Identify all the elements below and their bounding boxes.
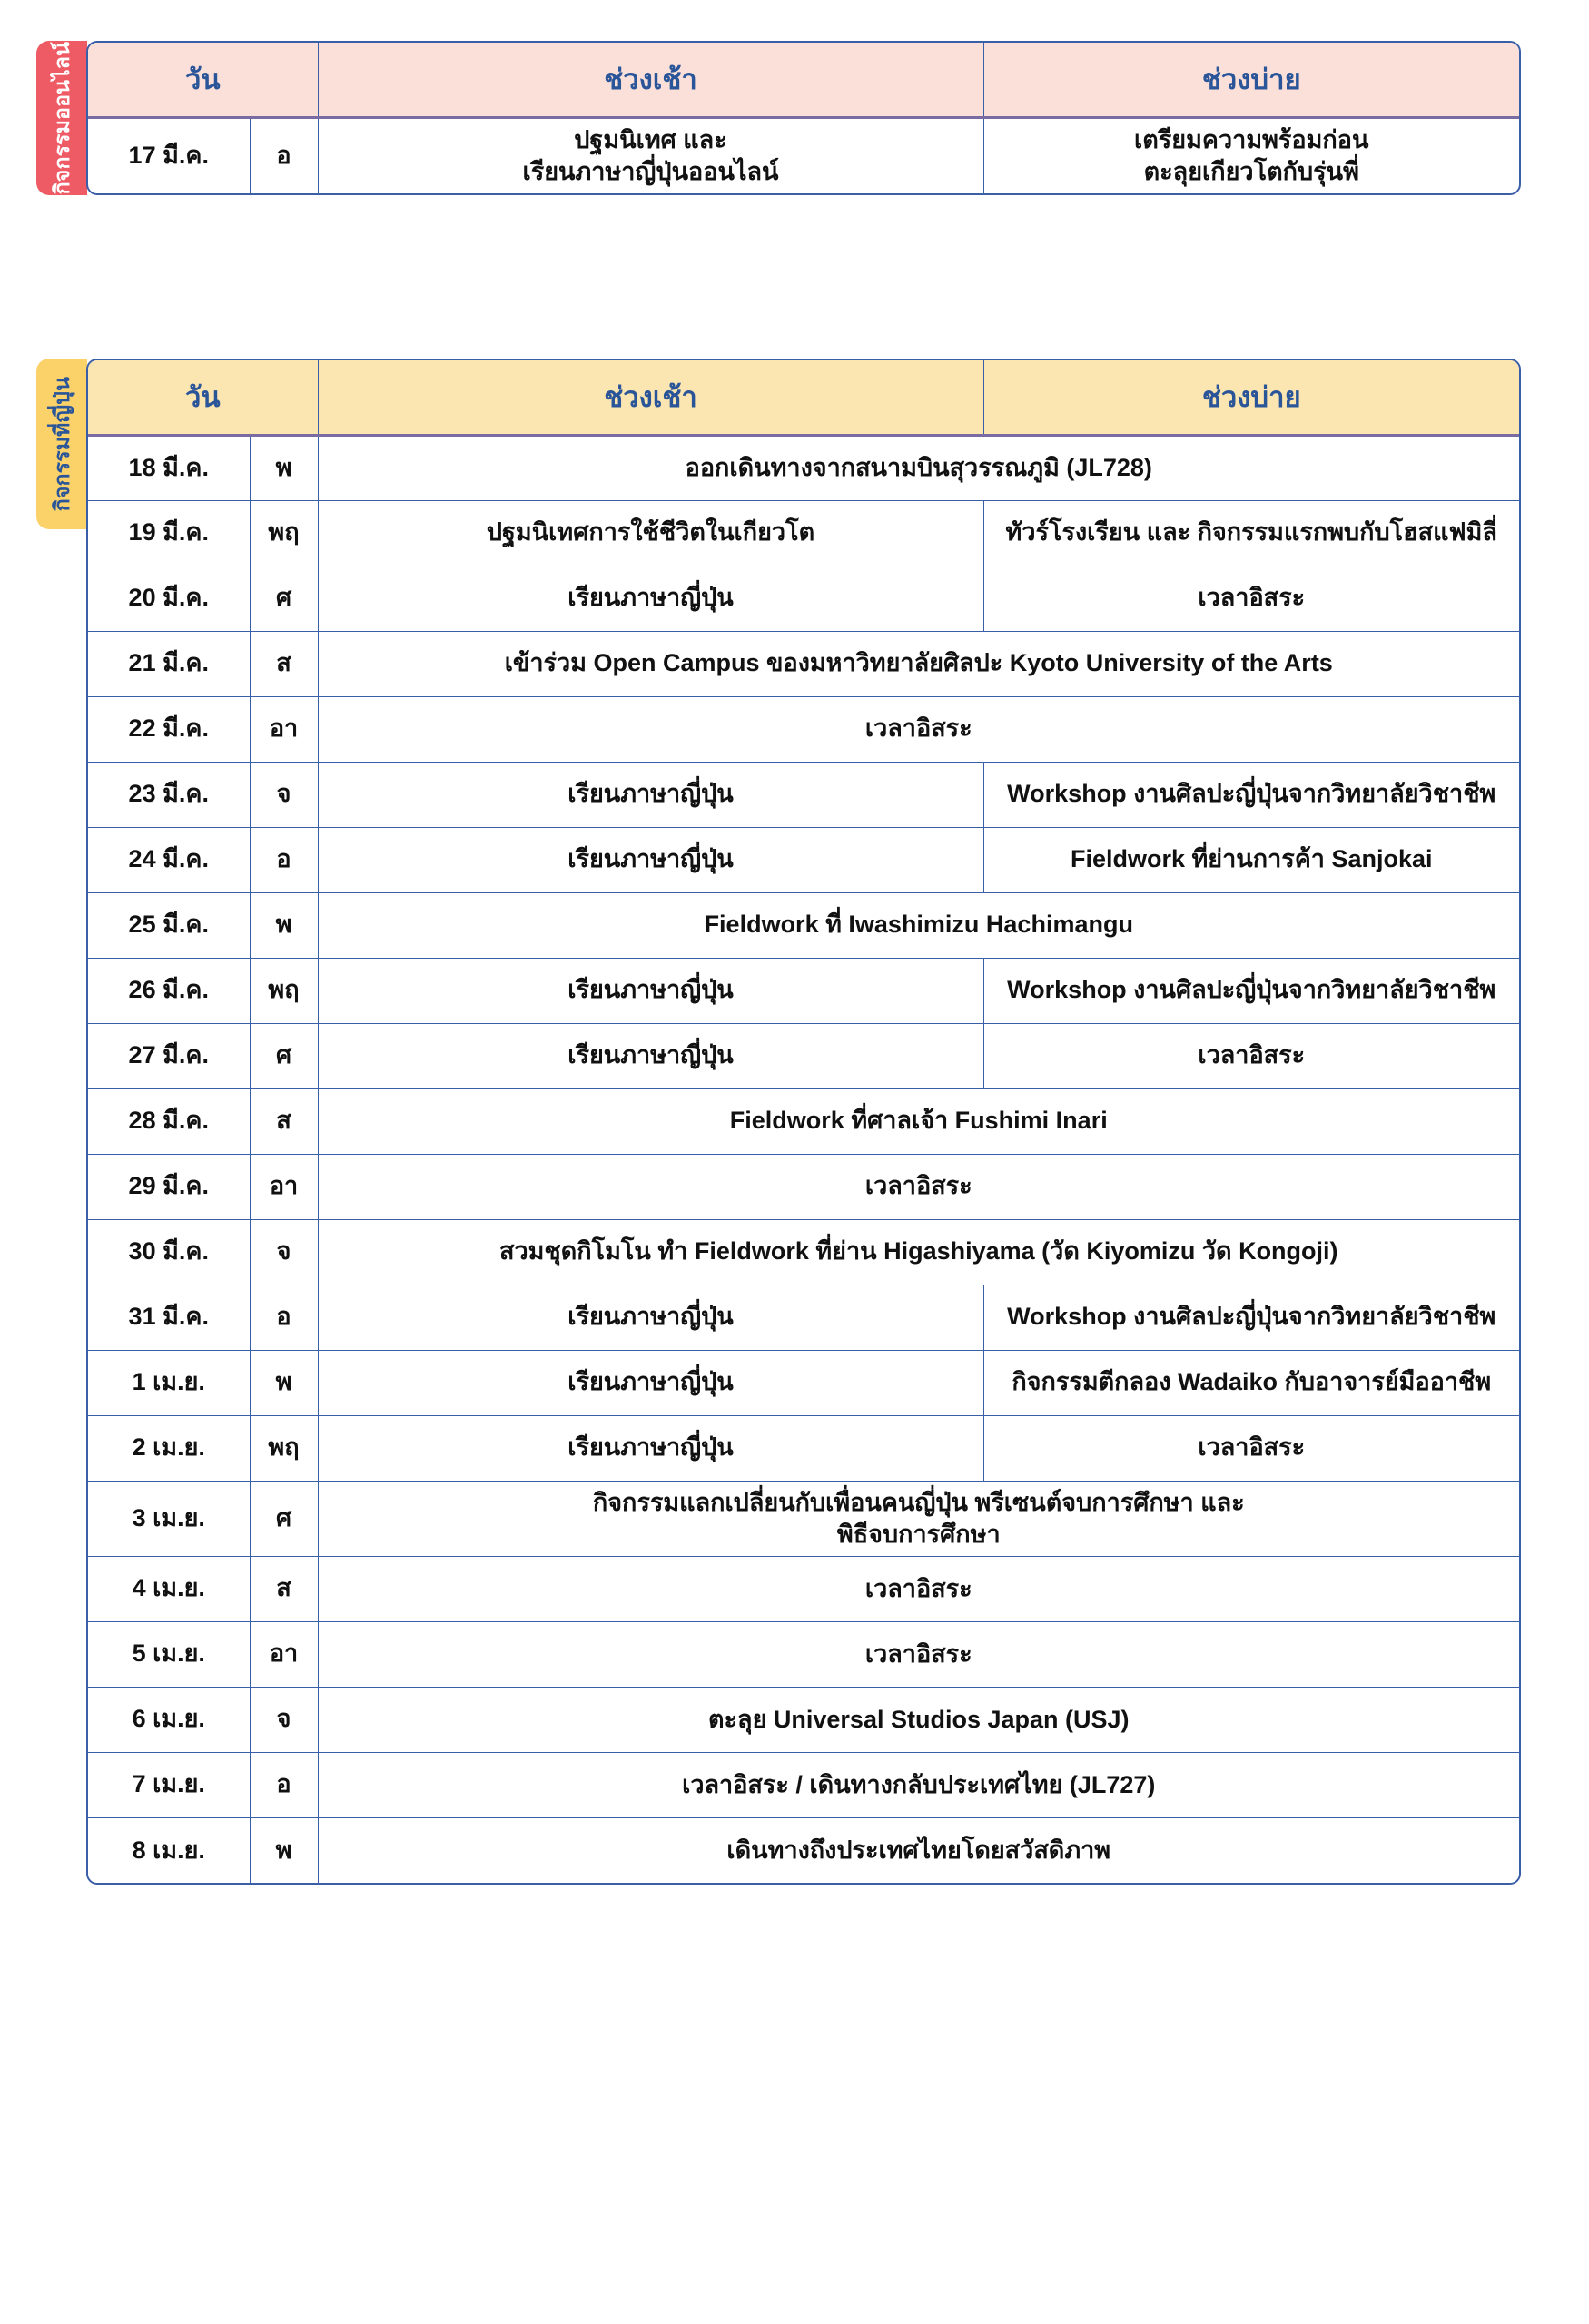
- cell-date: 25 มี.ค.: [88, 892, 250, 958]
- cell-activity-fullday: Fieldwork ที่ Iwashimizu Hachimangu: [318, 892, 1519, 958]
- table-row: [88, 1285, 1519, 1350]
- cell-day-of-week: อ: [250, 1752, 318, 1817]
- cell-activity-afternoon: เตรียมความพร้อมก่อน ตะลุยเกียวโตกับรุ่นพี่: [983, 117, 1519, 193]
- col-header-date: วัน: [88, 43, 318, 117]
- japan-table-body: [88, 435, 1519, 1883]
- cell-activity-fullday: เวลาอิสระ: [318, 1621, 1519, 1687]
- cell-day-of-week: อา: [250, 696, 318, 762]
- cell-date: 23 มี.ค.: [88, 762, 250, 827]
- cell-date: 2 เม.ย.: [88, 1415, 250, 1481]
- cell-day-of-week: อา: [250, 1621, 318, 1687]
- cell-day-of-week: ส: [250, 631, 318, 696]
- cell-date: 29 มี.ค.: [88, 1154, 250, 1219]
- cell-activity-afternoon: ทัวร์โรงเรียน และ กิจกรรมแรกพบกับโฮสแฟมิลี่: [983, 500, 1519, 566]
- table-row: [88, 117, 1519, 193]
- cell-day-of-week: จ: [250, 1687, 318, 1752]
- online-table-head: [88, 43, 1519, 117]
- online-schedule: [88, 43, 1519, 193]
- cell-day-of-week: พ: [250, 1817, 318, 1883]
- table-row: [88, 1219, 1519, 1285]
- cell-day-of-week: จ: [250, 1219, 318, 1285]
- cell-activity-fullday: กิจกรรมแลกเปลี่ยนกับเพื่อนคนญี่ปุ่น พรีเซนต์จบการศึกษา และ พิธีจบการศึกษา: [318, 1481, 1519, 1556]
- cell-activity-morning: เรียนภาษาญี่ปุ่น: [318, 1023, 983, 1088]
- japan-schedule: [88, 360, 1519, 1883]
- cell-date: 18 มี.ค.: [88, 435, 250, 500]
- cell-activity-afternoon: เวลาอิสระ: [983, 566, 1519, 631]
- cell-date: 1 เม.ย.: [88, 1350, 250, 1415]
- cell-activity-afternoon: Fieldwork ที่ย่านการค้า Sanjokai: [983, 827, 1519, 892]
- table-row: [88, 631, 1519, 696]
- table-row: [88, 1817, 1519, 1883]
- cell-date: 19 มี.ค.: [88, 500, 250, 566]
- cell-activity-morning: ปฐมนิเทศการใช้ชีวิตในเกียวโต: [318, 500, 983, 566]
- cell-day-of-week: พฤ: [250, 958, 318, 1023]
- cell-activity-afternoon: เวลาอิสระ: [983, 1023, 1519, 1088]
- cell-date: 31 มี.ค.: [88, 1285, 250, 1350]
- col-header-morning: ช่วงเช้า: [318, 360, 983, 435]
- table-row: [88, 696, 1519, 762]
- cell-activity-morning: เรียนภาษาญี่ปุ่น: [318, 1285, 983, 1350]
- table-header-row: [88, 43, 1519, 117]
- cell-date: 4 เม.ย.: [88, 1556, 250, 1621]
- table-row: [88, 827, 1519, 892]
- cell-day-of-week: ส: [250, 1556, 318, 1621]
- col-header-morning: ช่วงเช้า: [318, 43, 983, 117]
- cell-activity-afternoon: Workshop งานศิลปะญี่ปุ่นจากวิทยาลัยวิชาชีพ: [983, 762, 1519, 827]
- cell-date: 5 เม.ย.: [88, 1621, 250, 1687]
- cell-activity-morning: เรียนภาษาญี่ปุ่น: [318, 1350, 983, 1415]
- japan-activities-table: [86, 359, 1521, 1885]
- cell-day-of-week: พ: [250, 1350, 318, 1415]
- online-table-body: [88, 117, 1519, 193]
- table-row: [88, 566, 1519, 631]
- cell-activity-morning: เรียนภาษาญี่ปุ่น: [318, 1415, 983, 1481]
- cell-activity-fullday: ตะลุย Universal Studios Japan (USJ): [318, 1687, 1519, 1752]
- table-row: [88, 1415, 1519, 1481]
- section-tab-online-label: กิจกรรมออนไลน์: [50, 41, 74, 195]
- section-tab-online: [36, 41, 87, 195]
- cell-activity-fullday: ออกเดินทางจากสนามบินสุวรรณภูมิ (JL728): [318, 435, 1519, 500]
- cell-day-of-week: พ: [250, 892, 318, 958]
- cell-activity-morning: เรียนภาษาญี่ปุ่น: [318, 827, 983, 892]
- cell-day-of-week: ศ: [250, 1023, 318, 1088]
- col-header-afternoon: ช่วงบ่าย: [983, 360, 1519, 435]
- cell-day-of-week: พ: [250, 435, 318, 500]
- cell-date: 22 มี.ค.: [88, 696, 250, 762]
- cell-activity-afternoon: กิจกรรมตีกลอง Wadaiko กับอาจารย์มืออาชีพ: [983, 1350, 1519, 1415]
- cell-day-of-week: จ: [250, 762, 318, 827]
- cell-day-of-week: อา: [250, 1154, 318, 1219]
- cell-date: 7 เม.ย.: [88, 1752, 250, 1817]
- cell-date: 17 มี.ค.: [88, 117, 250, 193]
- cell-day-of-week: ศ: [250, 1481, 318, 1556]
- cell-date: 28 มี.ค.: [88, 1088, 250, 1154]
- cell-date: 27 มี.ค.: [88, 1023, 250, 1088]
- cell-activity-fullday: เดินทางถึงประเทศไทยโดยสวัสดิภาพ: [318, 1817, 1519, 1883]
- table-row: [88, 1621, 1519, 1687]
- cell-date: 8 เม.ย.: [88, 1817, 250, 1883]
- cell-activity-morning: เรียนภาษาญี่ปุ่น: [318, 762, 983, 827]
- table-row: [88, 762, 1519, 827]
- cell-activity-fullday: เข้าร่วม Open Campus ของมหาวิทยาลัยศิลปะ Kyoto University of the Arts: [318, 631, 1519, 696]
- table-row: [88, 1481, 1519, 1556]
- cell-date: 21 มี.ค.: [88, 631, 250, 696]
- cell-date: 3 เม.ย.: [88, 1481, 250, 1556]
- cell-activity-afternoon: Workshop งานศิลปะญี่ปุ่นจากวิทยาลัยวิชาชีพ: [983, 1285, 1519, 1350]
- table-header-row: [88, 360, 1519, 435]
- table-row: [88, 1023, 1519, 1088]
- cell-activity-morning: เรียนภาษาญี่ปุ่น: [318, 566, 983, 631]
- table-row: [88, 892, 1519, 958]
- cell-day-of-week: พฤ: [250, 1415, 318, 1481]
- cell-activity-afternoon: Workshop งานศิลปะญี่ปุ่นจากวิทยาลัยวิชาชีพ: [983, 958, 1519, 1023]
- cell-date: 26 มี.ค.: [88, 958, 250, 1023]
- cell-day-of-week: อ: [250, 827, 318, 892]
- cell-day-of-week: อ: [250, 1285, 318, 1350]
- cell-activity-morning: ปฐมนิเทศ และ เรียนภาษาญี่ปุ่นออนไลน์: [318, 117, 983, 193]
- section-tab-japan: [36, 359, 87, 529]
- cell-date: 20 มี.ค.: [88, 566, 250, 631]
- cell-activity-fullday: Fieldwork ที่ศาลเจ้า Fushimi Inari: [318, 1088, 1519, 1154]
- cell-activity-fullday: เวลาอิสระ / เดินทางกลับประเทศไทย (JL727): [318, 1752, 1519, 1817]
- table-row: [88, 1088, 1519, 1154]
- cell-activity-fullday: เวลาอิสระ: [318, 1154, 1519, 1219]
- cell-activity-fullday: เวลาอิสระ: [318, 696, 1519, 762]
- table-row: [88, 500, 1519, 566]
- cell-day-of-week: อ: [250, 117, 318, 193]
- section-tab-japan-label: กิจกรรมที่ญี่ปุ่น: [50, 376, 74, 512]
- cell-activity-fullday: เวลาอิสระ: [318, 1556, 1519, 1621]
- cell-activity-morning: เรียนภาษาญี่ปุ่น: [318, 958, 983, 1023]
- japan-table-head: [88, 360, 1519, 435]
- cell-activity-fullday: สวมชุดกิโมโน ทำ Fieldwork ที่ย่าน Higashiyama (วัด Kiyomizu วัด Kongoji): [318, 1219, 1519, 1285]
- table-row: [88, 435, 1519, 500]
- online-activities-table: [86, 41, 1521, 195]
- cell-date: 24 มี.ค.: [88, 827, 250, 892]
- table-row: [88, 1350, 1519, 1415]
- table-row: [88, 1687, 1519, 1752]
- cell-date: 30 มี.ค.: [88, 1219, 250, 1285]
- cell-day-of-week: ศ: [250, 566, 318, 631]
- table-row: [88, 958, 1519, 1023]
- cell-activity-afternoon: เวลาอิสระ: [983, 1415, 1519, 1481]
- table-row: [88, 1556, 1519, 1621]
- col-header-date: วัน: [88, 360, 318, 435]
- cell-day-of-week: ส: [250, 1088, 318, 1154]
- table-row: [88, 1752, 1519, 1817]
- cell-day-of-week: พฤ: [250, 500, 318, 566]
- col-header-afternoon: ช่วงบ่าย: [983, 43, 1519, 117]
- cell-date: 6 เม.ย.: [88, 1687, 250, 1752]
- table-row: [88, 1154, 1519, 1219]
